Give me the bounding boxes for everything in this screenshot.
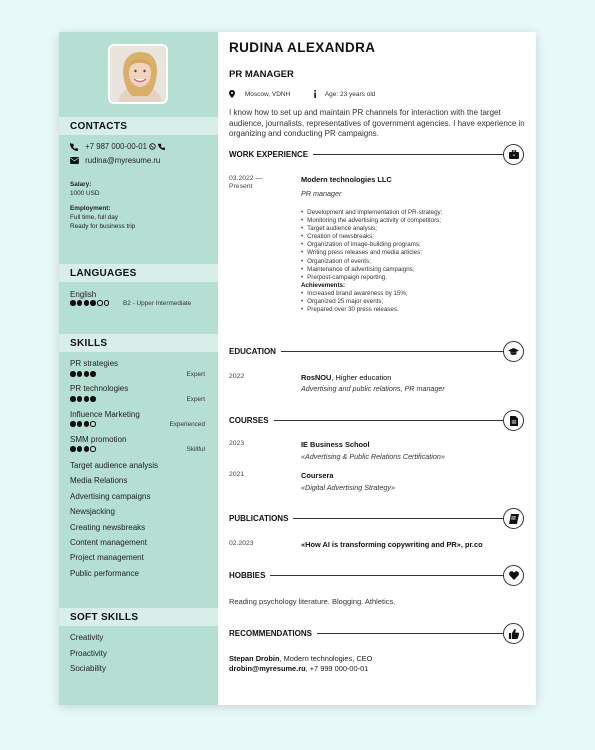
rating-dot-empty (97, 300, 103, 306)
hobbies-text: Reading psychology literature. Blogging. Athletics. (229, 597, 396, 606)
achievement-item: • Increased brand awareness by 15%; (301, 290, 442, 298)
languages-heading: LANGUAGES (59, 264, 218, 282)
duty-item: • Organization of events; (301, 258, 442, 266)
rating-dot-filled (90, 300, 96, 306)
achievement-item: • Prepared over 30 press releases. (301, 306, 442, 314)
job-title: PR MANAGER (229, 69, 294, 80)
duty-item: • Pre/post-campaign reporting. (301, 274, 442, 282)
rating-dot-filled (70, 446, 76, 452)
skill-item: Public performance (70, 569, 139, 578)
language-level: B2 - Upper Intermediate (123, 300, 192, 307)
rating-dot-empty (104, 300, 110, 306)
publication-date: 02.2023 (229, 540, 254, 547)
rating-dot-filled (90, 371, 96, 377)
language-name: English (70, 290, 97, 299)
rating-dot-filled (84, 371, 90, 377)
email-address: rudina@myresume.ru (85, 156, 161, 165)
section-title: HOBBIES (229, 571, 270, 580)
skill-item: Advertising campaigns (70, 492, 151, 501)
salary-value: 1000 USD (70, 190, 100, 197)
education-field: Advertising and public relations, PR manager (301, 384, 445, 393)
resume-page (59, 32, 536, 705)
phone-row[interactable] (70, 142, 165, 151)
profile-photo (108, 44, 168, 104)
soft-skill-item: Sociability (70, 664, 107, 673)
email-row[interactable] (70, 156, 160, 165)
duty-item: • Maintenance of advertising campaigns; (301, 266, 442, 274)
section-header-courses (229, 410, 524, 432)
skill-level: Expert (186, 396, 205, 403)
viber-icon (158, 143, 165, 150)
rating-dot-filled (84, 396, 90, 402)
rating-dot-filled (70, 371, 76, 377)
duty-item: • Target audience analysis; (301, 225, 442, 233)
soft-skill-item: Proactivity (70, 649, 107, 658)
skill-level: Expert (186, 371, 205, 378)
sidebar (59, 32, 218, 705)
course-year: 2021 (229, 471, 245, 478)
soft-skills-heading: SOFT SKILLS (59, 608, 218, 626)
publication-title: «How AI is transforming copywriting and PR», pr.co (301, 540, 483, 549)
skill-item: Content management (70, 538, 147, 547)
age-row (313, 90, 375, 98)
education-year: 2022 (229, 373, 245, 380)
skill-level: Experienced (169, 421, 205, 428)
rating-dot-filled (77, 300, 83, 306)
location-pin-icon (229, 90, 235, 98)
section-header-education (229, 341, 524, 363)
section-title: EDUCATION (229, 347, 281, 356)
rating-dot-filled (84, 446, 90, 452)
graduation-cap-icon (503, 341, 524, 362)
skill-name: Influence Marketing (70, 410, 140, 419)
rating-dot-filled (70, 300, 76, 306)
rating-dot-filled (84, 300, 90, 306)
employment-line: Full time, full day (70, 214, 118, 221)
language-rating (70, 300, 111, 306)
section-title: COURSES (229, 416, 274, 425)
skill-rating (70, 371, 97, 377)
course-desc: «Digital Advertising Strategy» (301, 483, 396, 492)
section-header-work (229, 144, 524, 166)
main-content (218, 32, 536, 705)
work-company: Modern technologies LLC (301, 175, 392, 184)
info-icon (313, 90, 317, 98)
rating-dot-filled (84, 421, 90, 427)
full-name: RUDINA ALEXANDRA (229, 40, 376, 55)
thumbs-up-icon (503, 623, 524, 644)
skills-heading: SKILLS (59, 334, 218, 352)
phone-number: +7 987 000-00-01 (85, 142, 147, 151)
work-date-to: Present (229, 183, 253, 190)
work-duties-list (301, 209, 442, 314)
briefcase-icon (503, 144, 524, 165)
whatsapp-icon (149, 143, 156, 150)
section-header-recommendations (229, 623, 524, 645)
skill-item: Target audience analysis (70, 461, 159, 470)
book-icon (503, 508, 524, 529)
course-name: IE Business School (301, 440, 370, 449)
phone-icon (70, 143, 78, 151)
section-header-publications (229, 508, 524, 530)
course-year: 2023 (229, 440, 245, 447)
employment-line: Ready for business trip (70, 223, 136, 230)
location-row (229, 90, 290, 98)
duty-item: • Writing press releases and media articles; (301, 249, 442, 257)
skill-name: PR strategies (70, 359, 119, 368)
skill-rating (70, 446, 97, 452)
work-position: PR manager (301, 189, 342, 198)
skill-rating (70, 421, 97, 427)
skill-level: Skillful (186, 446, 205, 453)
rating-dot-filled (70, 421, 76, 427)
skill-item: Project management (70, 553, 144, 562)
course-desc: «Advertising & Public Relations Certification» (301, 452, 445, 461)
employment-label: Employment: (70, 205, 111, 212)
rating-dot-empty (90, 446, 96, 452)
contacts-heading: CONTACTS (59, 117, 218, 135)
rating-dot-empty (90, 421, 96, 427)
rating-dot-filled (77, 421, 83, 427)
duty-item: • Organization of image-building programs; (301, 241, 442, 249)
recommender-line: Stepan Drobin, Modern technologies, CEO (229, 654, 373, 663)
skill-item: Newsjacking (70, 507, 115, 516)
work-date-from: 03.2022 — (229, 175, 263, 182)
rating-dot-filled (77, 446, 83, 452)
course-name: Coursera (301, 471, 334, 480)
section-title: WORK EXPERIENCE (229, 150, 313, 159)
rating-dot-filled (90, 396, 96, 402)
rating-dot-filled (70, 396, 76, 402)
section-divider (229, 575, 513, 576)
age-text: Age: 23 years old (324, 90, 376, 98)
section-title: RECOMMENDATIONS (229, 629, 317, 638)
duty-item: • Creation of newsbreaks; (301, 233, 442, 241)
skill-rating (70, 396, 97, 402)
section-title: PUBLICATIONS (229, 514, 293, 523)
recommender-contact: drobin@myresume.ru, +7 999 000-00-01 (229, 664, 369, 673)
duty-item: • Development and implementation of PR-strategy; (301, 209, 442, 217)
rating-dot-filled (77, 396, 83, 402)
education-school: RosNOU, Higher education (301, 373, 392, 382)
skill-item: Creating newsbreaks (70, 523, 146, 532)
rating-dot-filled (77, 371, 83, 377)
email-icon (70, 157, 79, 164)
achievements-label: Achievements: (301, 281, 346, 289)
section-header-hobbies (229, 565, 524, 587)
skill-name: PR technologies (70, 384, 129, 393)
salary-label: Salary: (70, 181, 92, 188)
duty-item: • Monitoring the advertising activity of competitors; (301, 217, 442, 225)
skill-name: SMM promotion (70, 435, 127, 444)
profile-summary: I know how to set up and maintain PR channels for interaction with the target audience, journalists, representatives of government agencies. I have experience in organizing and conducting PR campaigns. (229, 108, 525, 138)
achievement-item: • Organized 25 major events; (301, 298, 442, 306)
heart-icon (503, 565, 524, 586)
document-icon (503, 410, 524, 431)
soft-skill-item: Creativity (70, 633, 104, 642)
location-text: Moscow, VDNH (244, 90, 291, 98)
skill-item: Media Relations (70, 476, 128, 485)
